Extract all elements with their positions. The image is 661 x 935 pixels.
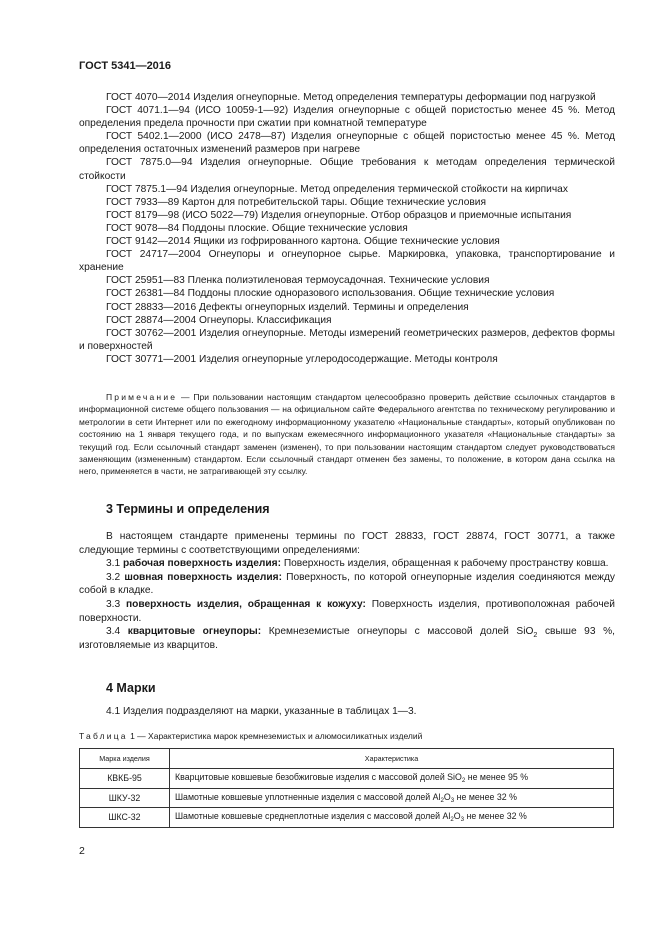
term-number: 3.1 bbox=[106, 558, 121, 570]
page-header-title: ГОСТ 5341—2016 bbox=[79, 60, 172, 72]
reference-item: ГОСТ 24717—2004 Огнеупоры и огнеупорное сырье. Маркировка, упаковка, транспортирование и хранение bbox=[79, 249, 615, 274]
characteristic-cell bbox=[170, 788, 614, 808]
characteristic-text-mid: O bbox=[453, 811, 461, 822]
subscript: 3 bbox=[460, 816, 465, 824]
term-number: 3.4 bbox=[106, 626, 121, 638]
term-definition: Кремнеземистые огнеупоры с массовой долей SiO bbox=[268, 626, 534, 638]
term-name: поверхность изделия, обращенная к кожуху: bbox=[126, 598, 366, 610]
term-number: 3.2 bbox=[106, 571, 121, 583]
reference-item: ГОСТ 28833—2016 Дефекты огнеупорных изделий. Термины и определения bbox=[106, 301, 469, 313]
reference-item: ГОСТ 4071.1—94 (ИСО 10059-1—92) Изделия огнеупорные с общей пористостью менее 45 %. Метод определения предела прочности при сжатии при комнатной температуре bbox=[79, 105, 615, 130]
table-caption-label: Таблица bbox=[79, 731, 128, 741]
reference-item: ГОСТ 5402.1—2000 (ИСО 2478—87) Изделия огнеупорные с общей пористостью менее 45 %. Метод определения остаточных изменений размеров при нагреве bbox=[79, 131, 615, 156]
term-name: рабочая поверхность изделия: bbox=[123, 558, 281, 570]
table-caption bbox=[79, 731, 422, 741]
reference-item: ГОСТ 4070—2014 Изделия огнеупорные. Метод определения температуры деформации под нагрузкой bbox=[106, 92, 596, 103]
table-caption-text: 1 — Характеристика марок кремнеземистых и алюмосиликатных изделий bbox=[127, 731, 423, 741]
reference-item: ГОСТ 7875.0—94 Изделия огнеупорные. Общие требования к методам определения термической стойкости bbox=[79, 157, 615, 182]
reference-item: ГОСТ 30771—2001 Изделия огнеупорные углеродосодержащие. Методы контроля bbox=[106, 353, 498, 365]
column-header-characteristic: Характеристика bbox=[170, 749, 614, 769]
reference-item: ГОСТ 28874—2004 Огнеупоры. Классификация bbox=[106, 314, 332, 326]
term-name: кварцитовые огнеупоры: bbox=[127, 626, 262, 638]
mark-cell: ШКУ-32 bbox=[80, 788, 170, 808]
characteristic-text: Кварцитовые ковшевые безобжиговые изделия с массовой долей SiO bbox=[175, 772, 462, 783]
term-item bbox=[79, 625, 615, 652]
table-row bbox=[80, 788, 614, 808]
reference-item: ГОСТ 9142—2014 Ящики из гофрированного картона. Общие технические условия bbox=[106, 236, 500, 248]
terms-section bbox=[79, 530, 615, 652]
normative-references-list bbox=[79, 91, 615, 366]
characteristic-cell bbox=[170, 769, 614, 789]
reference-item: ГОСТ 7875.1—94 Изделия огнеупорные. Метод определения термической стойкости на кирпичах bbox=[106, 183, 568, 195]
table-row bbox=[80, 769, 614, 789]
reference-item: ГОСТ 26381—84 Поддоны плоские одноразового использования. Общие технические условия bbox=[106, 288, 555, 300]
characteristic-text: Шамотные ковшевые уплотненные изделия с массовой долей Al bbox=[175, 791, 441, 802]
table-row bbox=[80, 808, 614, 828]
note-label: Примечание bbox=[106, 392, 178, 402]
note-text: — При пользовании настоящим стандартом целесообразно проверить действие ссылочных стандартов в информационной системе общего пользования — на официальном сайте Федерального агентства по техническому регулированию и метрологии в сети Интернет или по ежегодному информационному указателю «Национальные стандарты», который опубликован по состоянию на 1 января текущего года, и по выпускам ежемесячного информационного указателя «Национальные стандарты» за текущий год. Если ссылочный стандарт заменен (изменен), то при пользовании настоящим стандартом следует руководствоваться заменяющим (измененным) стандартом. Если ссылочный стандарт отменен без замены, то положение, в котором дана ссылка на него, применяется в части, не затрагивающей эту ссылку. bbox=[79, 392, 615, 477]
section-4-heading: 4 Марки bbox=[106, 681, 156, 695]
characteristic-cell bbox=[170, 808, 614, 828]
marks-section bbox=[79, 705, 615, 719]
characteristic-text-end: не менее 95 % bbox=[465, 772, 529, 783]
marks-paragraph: 4.1 Изделия подразделяют на марки, указанные в таблицах 1—3. bbox=[106, 706, 417, 717]
reference-item: ГОСТ 8179—98 (ИСО 5022—79) Изделия огнеупорные. Отбор образцов и приемочные испытания bbox=[106, 209, 572, 221]
page-number: 2 bbox=[79, 845, 85, 857]
subscript: 2 bbox=[440, 796, 444, 804]
characteristic-text-end: не менее 32 % bbox=[464, 811, 527, 822]
subscript: 2 bbox=[533, 631, 538, 640]
reference-item: ГОСТ 25951—83 Пленка полиэтиленовая термоусадочная. Технические условия bbox=[106, 275, 490, 287]
reference-item: ГОСТ 7933—89 Картон для потребительской тары. Общие технические условия bbox=[106, 196, 486, 208]
characteristic-text-mid: O bbox=[443, 791, 451, 802]
characteristic-text: Шамотные ковшевые среднеплотные изделия с массовой долей Al bbox=[175, 811, 451, 822]
term-definition: Поверхность изделия, противоположная рабочей поверхности. bbox=[79, 598, 615, 624]
term-definition: Поверхность изделия, обращенная к рабочему пространству ковша. bbox=[283, 558, 609, 570]
term-definition: Поверхность, по которой огнеупорные изделия соединяются между собой в кладке. bbox=[79, 571, 615, 597]
column-header-mark: Марка изделия bbox=[80, 749, 170, 769]
mark-cell: КВКБ-95 bbox=[80, 769, 170, 789]
reference-item: ГОСТ 30762—2001 Изделия огнеупорные. Методы измерений геометрических размеров, дефектов формы и поверхностей bbox=[79, 327, 615, 352]
term-item bbox=[79, 571, 615, 598]
term-definition-cont: свыше 93 %, изготовляемые из кварцитов. bbox=[79, 626, 615, 651]
note-paragraph bbox=[79, 391, 615, 478]
subscript: 2 bbox=[450, 816, 454, 824]
terms-intro: В настоящем стандарте применены термины по ГОСТ 28833, ГОСТ 28874, ГОСТ 30771, а также следующие термины с соответствующими определениями: bbox=[79, 531, 615, 556]
term-item bbox=[79, 598, 615, 625]
subscript: 2 bbox=[461, 777, 466, 785]
term-number: 3.3 bbox=[106, 598, 121, 610]
mark-cell: ШКС-32 bbox=[80, 808, 170, 828]
marks-table bbox=[79, 748, 614, 828]
subscript: 3 bbox=[450, 796, 455, 804]
term-item bbox=[79, 557, 615, 571]
term-name: шовная поверхность изделия: bbox=[124, 571, 282, 583]
table-header-row bbox=[80, 749, 614, 769]
section-3-heading: 3 Термины и определения bbox=[106, 502, 270, 516]
note-block bbox=[79, 391, 615, 478]
characteristic-text-end: не менее 32 % bbox=[454, 791, 517, 802]
reference-item: ГОСТ 9078—84 Поддоны плоские. Общие технические условия bbox=[106, 222, 408, 234]
